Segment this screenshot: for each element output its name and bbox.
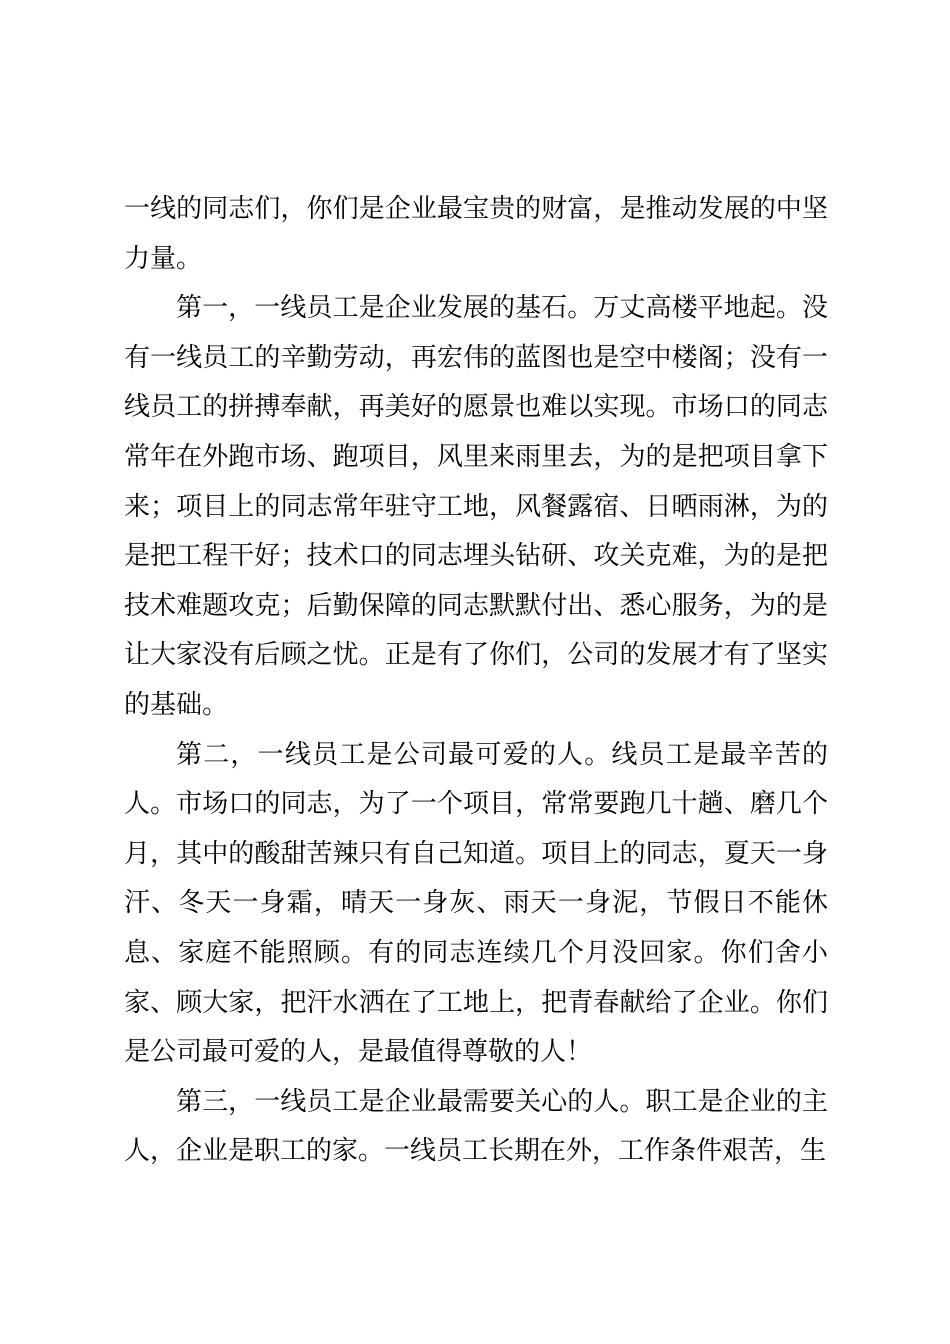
paragraph-third-point: 第三，一线员工是企业最需要关心的人。职工是企业的主人，企业是职工的家。一线员工长期在外，工作条件艰苦，生 — [124, 1085, 828, 1166]
paragraph-first-point: 第一，一线员工是企业发展的基石。万丈高楼平地起。没有一线员工的辛勤劳动，再宏伟的蓝图也是空中楼阁；没有一线员工的拼搏奉献，再美好的愿景也难以实现。市场口的同志常年在外跑市场、跑项目，风里来雨里去，为的是把项目拿下来；项目上的同志常年驻守工地，风餐露宿、日晒雨淋，为的是把工程干好；技术口的同志埋头钻研、攻关克难，为的是把技术难题攻克；后勤保障的同志默默付出、悉心服务，为的是让大家没有后顾之忧。正是有了你们，公司的发展才有了坚实的基础。 — [124, 292, 828, 719]
paragraph-second-point: 第二，一线员工是公司最可爱的人。线员工是最辛苦的人。市场口的同志，为了一个项目，常常要跑几十趟、磨几个月，其中的酸甜苦辣只有自己知道。项目上的同志，夏天一身汗、冬天一身霜，晴天一身灰、雨天一身泥，节假日不能休息、家庭不能照顾。有的同志连续几个月没回家。你们舍小家、顾大家，把汗水洒在了工地上，把青春献给了企业。你们是公司最可爱的人，是最值得尊敬的人！ — [124, 738, 828, 1067]
document-text-block — [124, 184, 828, 1176]
paragraph-continuation: 一线的同志们，你们是企业最宝贵的财富，是推动发展的中坚力量。 — [124, 193, 828, 273]
